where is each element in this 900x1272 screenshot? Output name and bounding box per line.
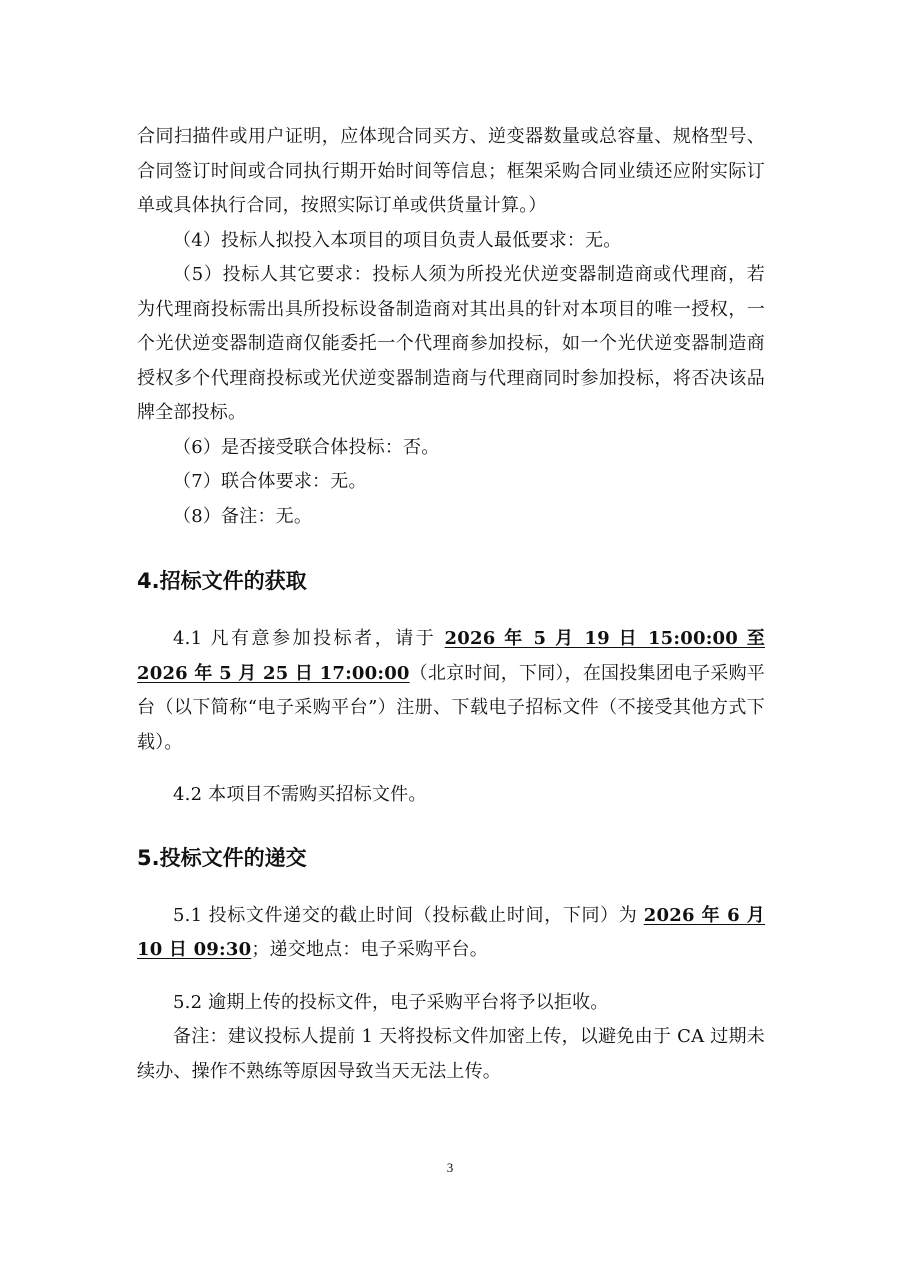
page-content: [137, 120, 765, 1089]
requirement-6: （6）是否接受联合体投标：否。: [173, 436, 440, 458]
section-5-1-suffix: ；递交地点：电子采购平台。: [251, 939, 488, 960]
requirement-7: （7）联合体要求：无。: [173, 471, 367, 492]
requirement-8: （8）备注：无。: [173, 505, 313, 527]
requirement-4: （4）投标人拟投入本项目的项目负责人最低要求：无。: [173, 229, 622, 251]
section-4-1-paragraph: [137, 622, 765, 760]
section-4-1-suffix: （北京时间，下同），在国投集团电子采购平台（以下简称“电子采购平台”）注册、下载电子招标文件（不接受其他方式下载）。: [137, 662, 765, 753]
section-5-2-paragraph: 5.2 逾期上传的投标文件，电子采购平台将予以拒收。: [173, 991, 609, 1013]
bid-submission-deadline: 2026 年 6 月 10 日 09:30: [137, 904, 765, 960]
carryover-paragraph: 合同扫描件或用户证明，应体现合同买方、逆变器数量或总容量、规格型号、合同签订时间或合同执行期开始时间等信息；框架采购合同业绩还应附实际订单或具体执行合同，按照实际订单或供货量计算。）: [137, 126, 765, 216]
section-4-heading: 4.招标文件的获取: [137, 569, 307, 593]
section-4-1-prefix: 4.1 凡有意参加投标者，请于: [173, 628, 445, 649]
requirement-5: （5）投标人其它要求：投标人须为所投光伏逆变器制造商或代理商，若为代理商投标需出具所投标设备制造商对其出具的针对本项目的唯一授权，一个光伏逆变器制造商仅能委托一个代理商参加投标，如一个光伏逆变器制造商授权多个代理商投标或光伏逆变器制造商与代理商同时参加投标，将否决该品牌全部投标。: [137, 264, 765, 423]
section-5-note: 备注：建议投标人提前 1 天将投标文件加密上传，以避免由于 CA 过期未续办、操作不熟练等原因导致当天无法上传。: [137, 1026, 765, 1082]
section-5-heading: 5.投标文件的递交: [137, 845, 307, 870]
section-5-1-prefix: 5.1 投标文件递交的截止时间（投标截止时间，下同）为: [173, 904, 644, 926]
bid-document-download-period: 2026 年 5 月 19 日 15:00:00 至 2026 年 5 月 25 日 17:00:00: [137, 628, 765, 684]
page-number: 3: [446, 1160, 454, 1175]
section-4-2-paragraph: 4.2 本项目不需购买招标文件。: [173, 784, 427, 805]
section-5-1-paragraph: [137, 899, 765, 968]
